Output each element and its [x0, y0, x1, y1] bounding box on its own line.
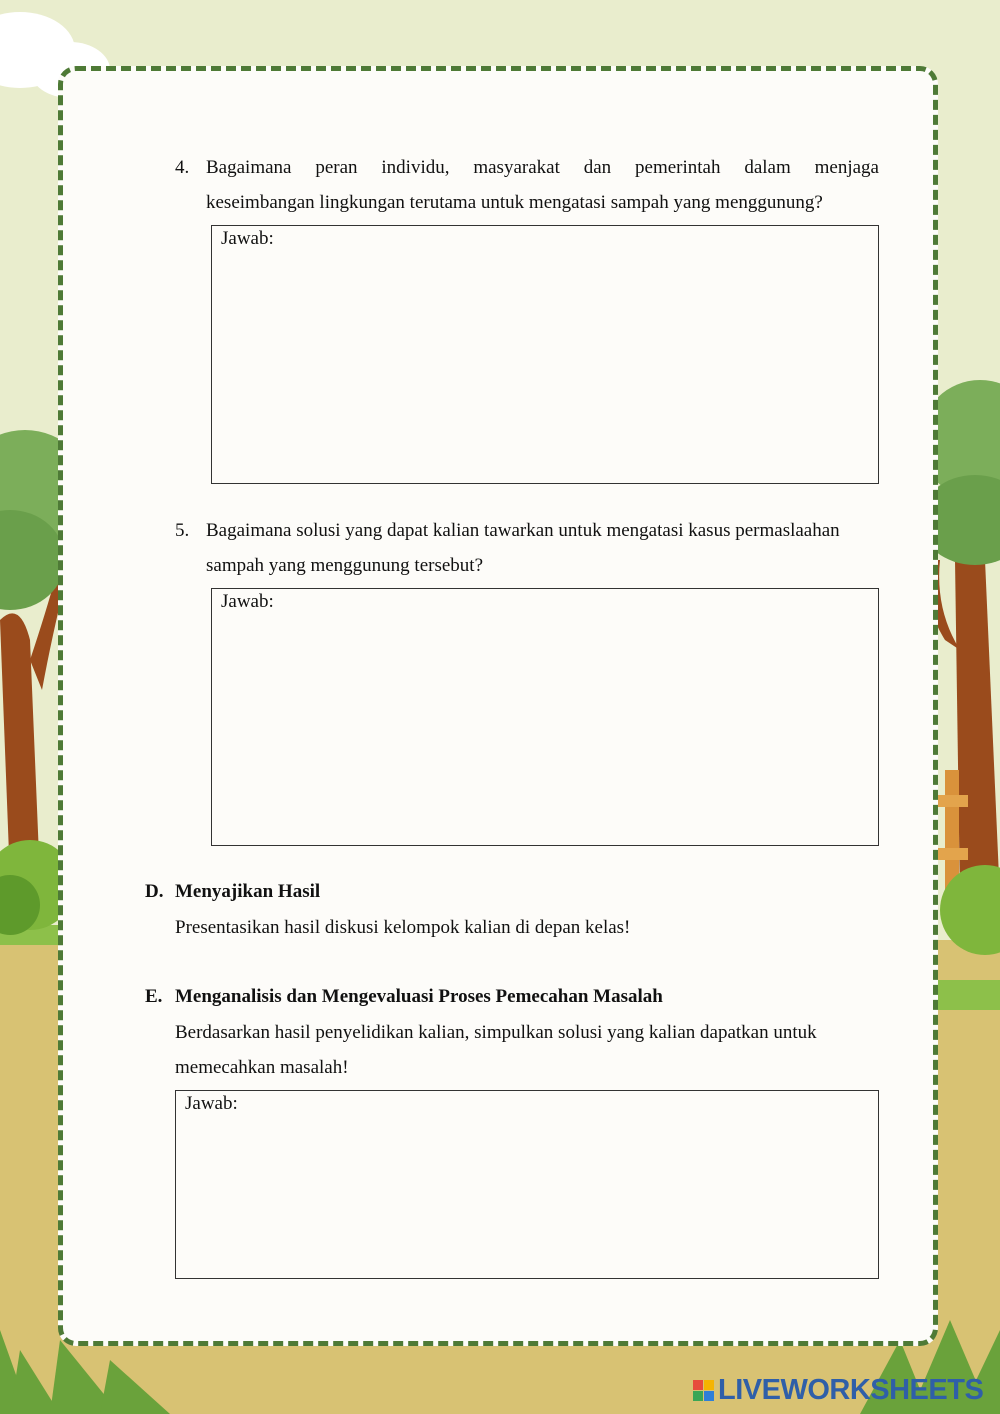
section-d-text: Presentasikan hasil diskusi kelompok kalian di depan kelas!	[175, 917, 631, 938]
liveworksheets-logo[interactable]	[693, 1372, 983, 1408]
question-text-line: Bagaimana solusi yang dapat kalian tawarkan untuk mengatasi kasus permaslaahan	[206, 520, 840, 541]
answer-box-5[interactable]	[211, 588, 879, 846]
section-title: Menganalisis dan Mengevaluasi Proses Pemecahan Masalah	[175, 986, 663, 1007]
question-4	[175, 150, 879, 220]
logo-square	[704, 1380, 714, 1390]
logo-grid-icon	[693, 1380, 714, 1401]
brand-name: LIVEWORKSHEETS	[718, 1373, 984, 1406]
question-text-line: keseimbangan lingkungan terutama untuk mengatasi sampah yang menggunung?	[206, 192, 823, 213]
question-text-line: sampah yang menggunung tersebut?	[206, 555, 484, 576]
question-number: 5.	[175, 520, 190, 541]
section-text-line: memecahkan masalah!	[175, 1057, 349, 1078]
section-e-text	[175, 1015, 879, 1085]
section-letter: D.	[145, 881, 164, 902]
answer-box-e[interactable]	[175, 1090, 879, 1279]
section-d-heading	[145, 881, 645, 907]
logo-square	[693, 1380, 703, 1390]
answer-label: Jawab:	[221, 228, 274, 249]
answer-label: Jawab:	[185, 1093, 238, 1114]
question-number: 4.	[175, 157, 190, 178]
question-text-line: Bagaimana peran individu, masyarakat dan pemerintah dalam menjaga	[206, 157, 879, 178]
section-letter: E.	[145, 986, 163, 1007]
section-title: Menyajikan Hasil	[175, 881, 321, 902]
logo-square	[704, 1391, 714, 1401]
question-5	[175, 513, 879, 583]
logo-square	[693, 1391, 703, 1401]
section-text-line: Berdasarkan hasil penyelidikan kalian, simpulkan solusi yang kalian dapatkan untuk	[175, 1022, 817, 1043]
answer-label: Jawab:	[221, 591, 274, 612]
section-e-heading	[145, 986, 845, 1012]
answer-box-4[interactable]	[211, 225, 879, 484]
